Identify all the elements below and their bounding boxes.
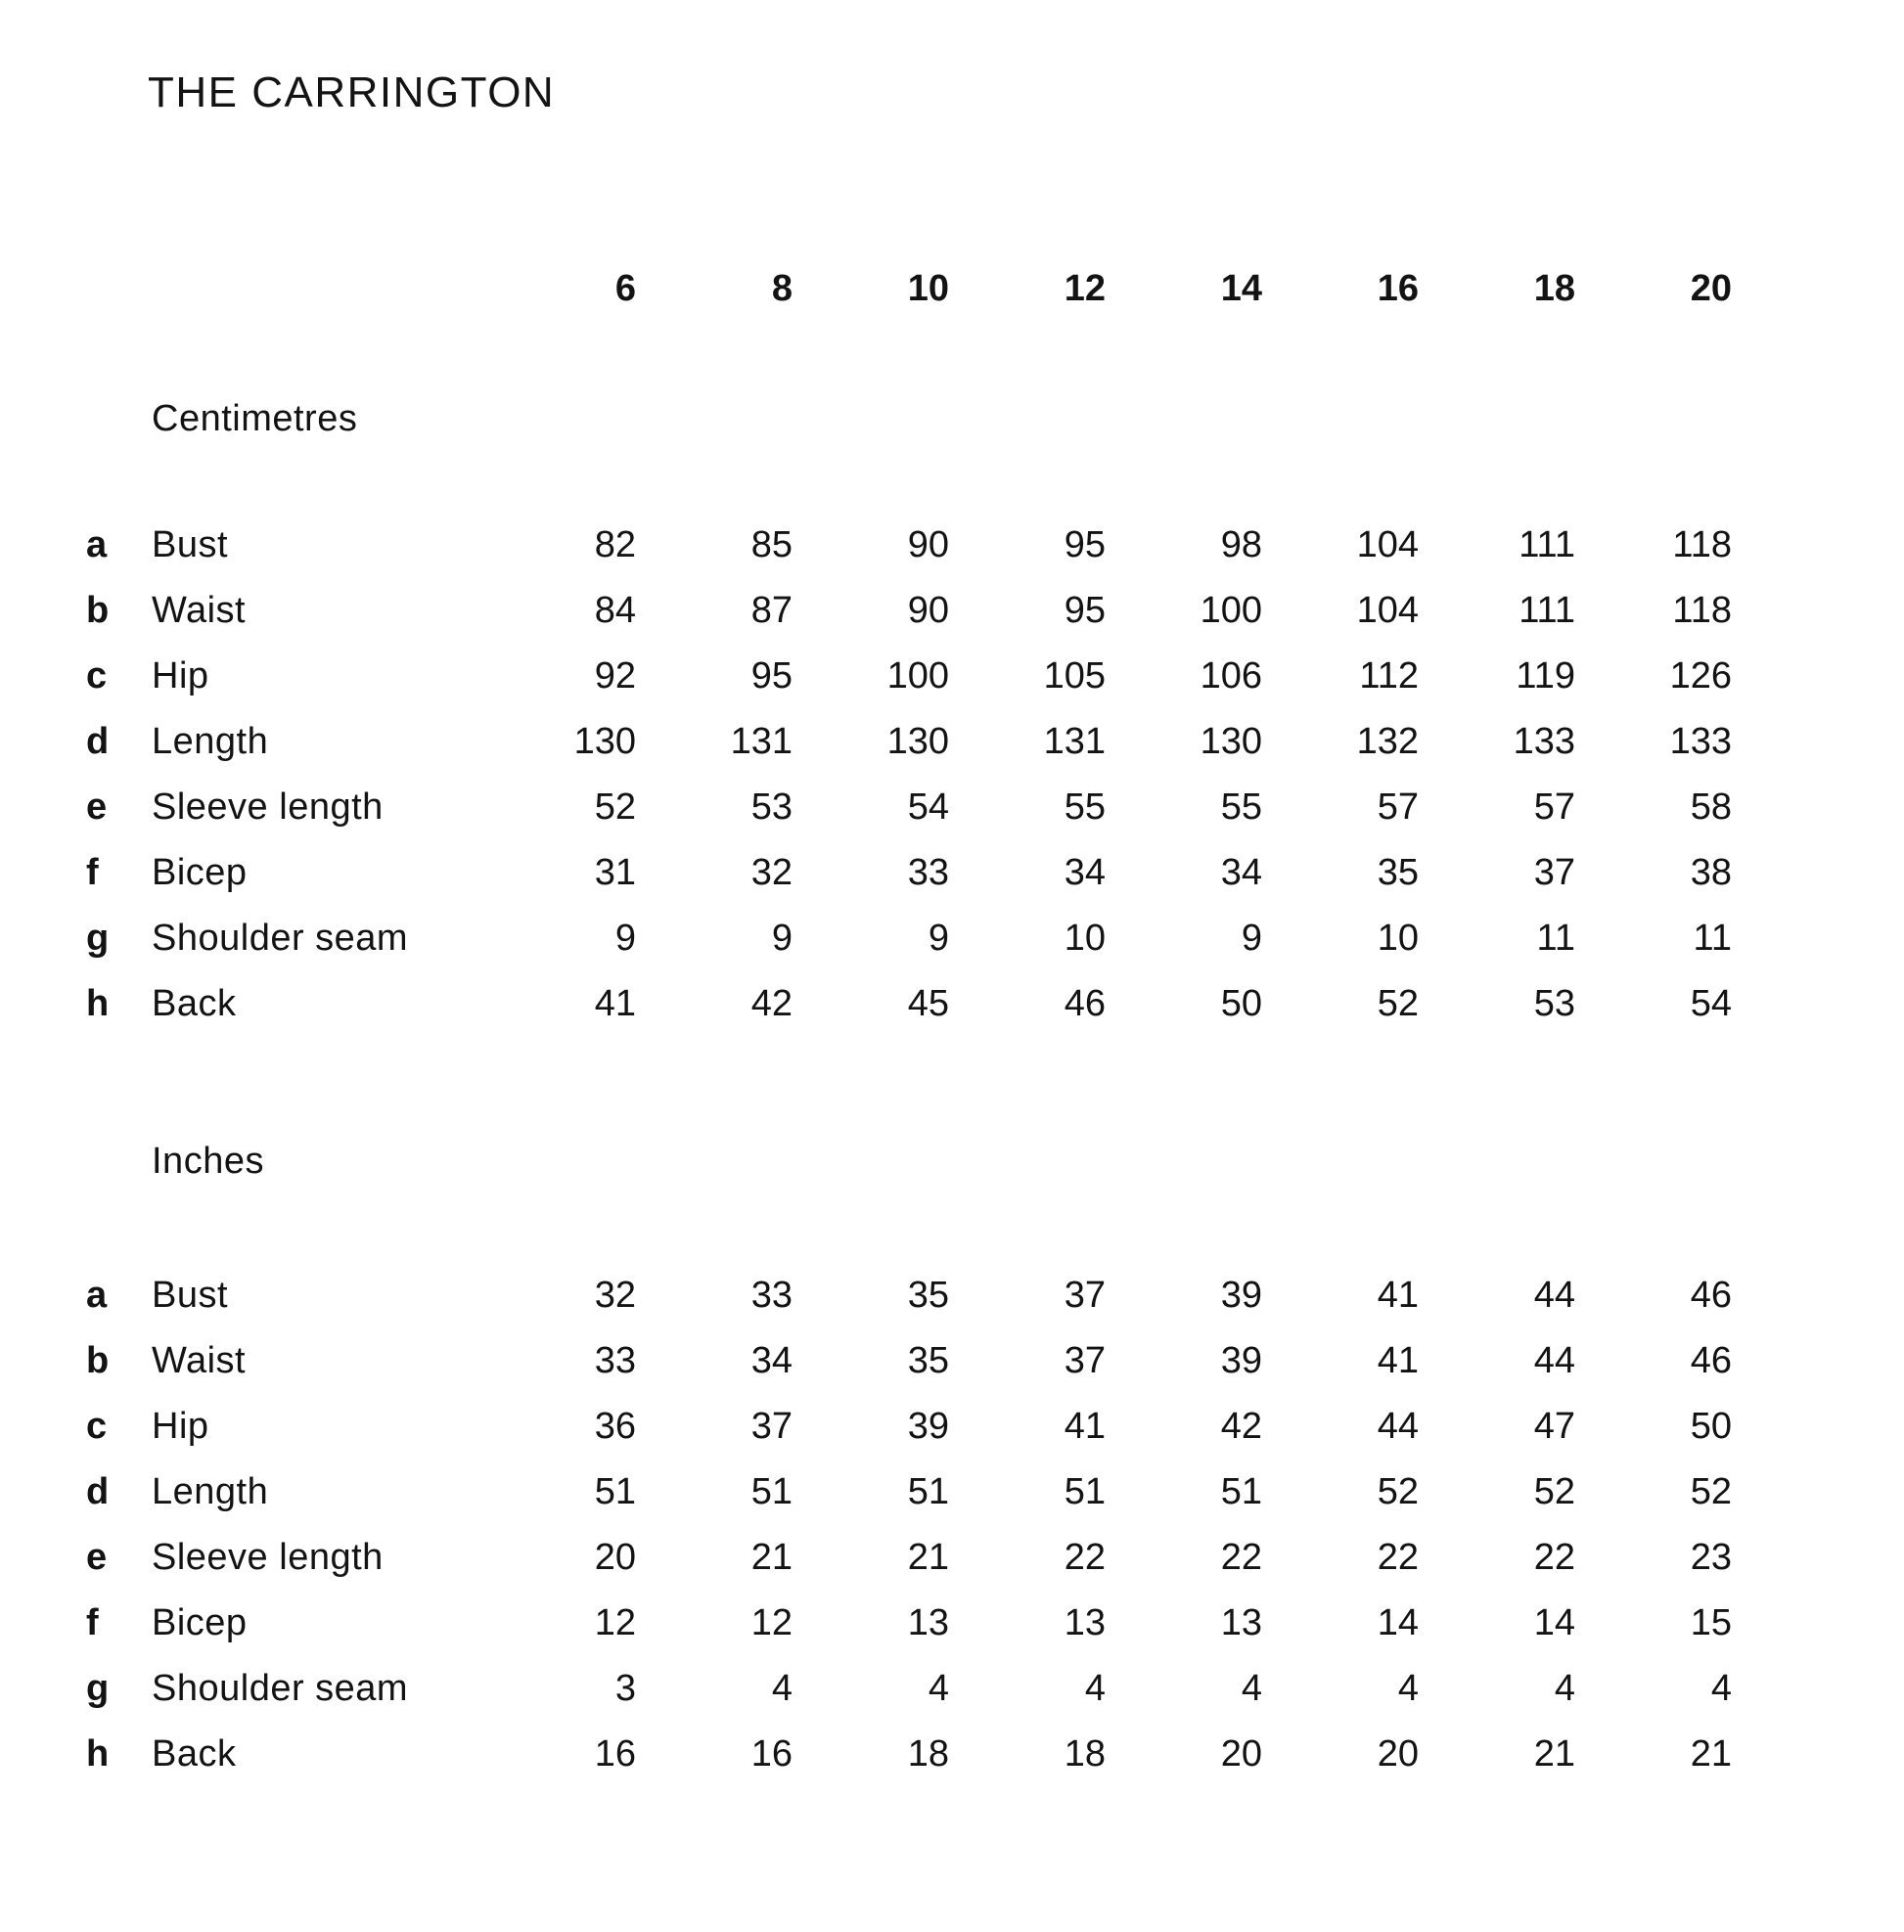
table-row — [0, 1328, 1904, 1394]
size-value: 20 — [1377, 1733, 1419, 1775]
size-value: 82 — [594, 524, 636, 565]
size-value: 34 — [750, 1340, 793, 1381]
size-value: 9 — [614, 918, 636, 959]
size-value: 53 — [750, 786, 793, 828]
row-key: d — [86, 721, 110, 762]
size-value: 18 — [907, 1733, 949, 1775]
row-key: a — [86, 1275, 108, 1316]
size-value: 131 — [1043, 721, 1106, 762]
size-value: 130 — [1200, 721, 1262, 762]
size-value: 22 — [1533, 1537, 1575, 1578]
size-value: 130 — [573, 721, 636, 762]
size-value: 52 — [1533, 1471, 1575, 1512]
size-value: 41 — [594, 983, 636, 1024]
size-value: 12 — [594, 1602, 636, 1643]
table-row — [0, 775, 1904, 840]
section-label: Centimetres — [152, 398, 358, 439]
size-value: 13 — [907, 1602, 949, 1643]
row-label: Shoulder seam — [152, 1668, 409, 1709]
table-row — [0, 1263, 1904, 1328]
size-value: 51 — [1064, 1471, 1106, 1512]
row-label: Back — [152, 983, 237, 1024]
row-key: h — [86, 1733, 110, 1775]
row-key: b — [86, 590, 110, 631]
size-value: 11 — [1536, 918, 1575, 959]
size-value: 42 — [750, 983, 793, 1024]
size-value: 90 — [907, 590, 949, 631]
size-value: 119 — [1516, 655, 1575, 696]
table-row — [0, 644, 1904, 709]
row-key: h — [86, 983, 110, 1024]
size-chart-page — [0, 70, 1904, 1932]
section-rows — [0, 513, 1904, 1037]
size-value: 32 — [594, 1275, 636, 1316]
row-key: f — [86, 1602, 99, 1643]
row-label: Hip — [152, 1406, 209, 1447]
size-value: 126 — [1669, 655, 1732, 696]
size-value: 45 — [907, 983, 949, 1024]
row-key: g — [86, 918, 110, 959]
size-value: 33 — [750, 1275, 793, 1316]
size-value: 14 — [1533, 1602, 1575, 1643]
size-value: 44 — [1377, 1406, 1419, 1447]
size-value: 21 — [907, 1537, 949, 1578]
size-value: 18 — [1064, 1733, 1106, 1775]
size-value: 15 — [1690, 1602, 1732, 1643]
size-column-header: 12 — [1064, 268, 1106, 309]
row-label: Waist — [152, 1340, 247, 1381]
row-key: a — [86, 524, 108, 565]
size-value: 111 — [1519, 524, 1575, 565]
size-column-header: 14 — [1220, 268, 1262, 309]
size-column-header: 8 — [771, 268, 793, 309]
size-value: 37 — [750, 1406, 793, 1447]
size-value: 50 — [1690, 1406, 1732, 1447]
section-label: Inches — [152, 1141, 264, 1182]
size-table-section — [0, 1129, 1904, 1787]
size-value: 4 — [771, 1668, 793, 1709]
size-value: 32 — [750, 852, 793, 893]
size-value: 16 — [594, 1733, 636, 1775]
size-value: 35 — [907, 1340, 949, 1381]
table-row — [0, 1394, 1904, 1460]
row-label: Bicep — [152, 852, 248, 893]
row-label: Sleeve length — [152, 1537, 384, 1578]
size-value: 4 — [1084, 1668, 1106, 1709]
size-value: 22 — [1220, 1537, 1262, 1578]
section-label-row — [0, 1129, 1904, 1194]
size-value: 38 — [1690, 852, 1732, 893]
size-value: 12 — [750, 1602, 793, 1643]
size-value: 131 — [730, 721, 793, 762]
table-row — [0, 1656, 1904, 1722]
size-header-row — [0, 256, 1904, 322]
table-row — [0, 1722, 1904, 1787]
size-value: 87 — [750, 590, 793, 631]
size-value: 4 — [1241, 1668, 1262, 1709]
size-value: 20 — [594, 1537, 636, 1578]
size-value: 22 — [1064, 1537, 1106, 1578]
size-value: 9 — [1241, 918, 1262, 959]
size-column-header: 18 — [1533, 268, 1575, 309]
size-value: 95 — [1064, 590, 1106, 631]
size-value: 3 — [614, 1668, 636, 1709]
size-value: 104 — [1356, 524, 1419, 565]
size-column-header: 16 — [1377, 268, 1419, 309]
page-title: THE CARRINGTON — [148, 68, 556, 116]
size-value: 55 — [1064, 786, 1106, 828]
size-value: 118 — [1672, 590, 1732, 631]
size-value: 23 — [1690, 1537, 1732, 1578]
size-value: 52 — [1377, 983, 1419, 1024]
row-label: Hip — [152, 655, 209, 696]
size-value: 39 — [1220, 1340, 1262, 1381]
size-value: 85 — [750, 524, 793, 565]
row-label: Back — [152, 1733, 237, 1775]
table-row — [0, 1460, 1904, 1525]
size-value: 37 — [1533, 852, 1575, 893]
size-column-header: 10 — [907, 268, 949, 309]
size-value: 106 — [1200, 655, 1262, 696]
size-value: 104 — [1356, 590, 1419, 631]
size-value: 21 — [1690, 1733, 1732, 1775]
size-value: 133 — [1669, 721, 1732, 762]
size-column-header: 6 — [614, 268, 636, 309]
size-value: 132 — [1356, 721, 1419, 762]
size-column-header: 20 — [1690, 268, 1732, 309]
size-value: 111 — [1519, 590, 1575, 631]
table-row — [0, 840, 1904, 906]
row-label: Sleeve length — [152, 786, 384, 828]
size-value: 84 — [594, 590, 636, 631]
size-value: 9 — [771, 918, 793, 959]
row-key: g — [86, 1668, 110, 1709]
size-value: 100 — [1200, 590, 1262, 631]
table-row — [0, 971, 1904, 1037]
size-value: 105 — [1043, 655, 1106, 696]
size-table-sections — [0, 386, 1904, 1787]
size-value: 9 — [928, 918, 949, 959]
size-value: 54 — [907, 786, 949, 828]
size-value: 57 — [1377, 786, 1419, 828]
size-value: 37 — [1064, 1275, 1106, 1316]
size-value: 90 — [907, 524, 949, 565]
size-value: 13 — [1064, 1602, 1106, 1643]
size-value: 50 — [1220, 983, 1262, 1024]
table-row — [0, 578, 1904, 644]
size-value: 92 — [594, 655, 636, 696]
size-value: 54 — [1690, 983, 1732, 1024]
size-value: 130 — [886, 721, 949, 762]
size-value: 51 — [907, 1471, 949, 1512]
size-value: 36 — [594, 1406, 636, 1447]
section-label-row — [0, 386, 1904, 452]
size-value: 47 — [1533, 1406, 1575, 1447]
row-label: Bust — [152, 1275, 229, 1316]
size-value: 58 — [1690, 786, 1732, 828]
row-key: f — [86, 852, 99, 893]
size-value: 14 — [1377, 1602, 1419, 1643]
size-value: 46 — [1690, 1340, 1732, 1381]
size-value: 57 — [1533, 786, 1575, 828]
size-value: 21 — [750, 1537, 793, 1578]
size-value: 41 — [1064, 1406, 1106, 1447]
size-value: 34 — [1220, 852, 1262, 893]
row-label: Bicep — [152, 1602, 248, 1643]
size-value: 51 — [594, 1471, 636, 1512]
size-value: 100 — [886, 655, 949, 696]
size-value: 42 — [1220, 1406, 1262, 1447]
size-value: 53 — [1533, 983, 1575, 1024]
size-value: 4 — [1710, 1668, 1732, 1709]
row-label: Length — [152, 1471, 269, 1512]
size-value: 95 — [1064, 524, 1106, 565]
size-value: 4 — [1554, 1668, 1575, 1709]
size-value: 112 — [1359, 655, 1419, 696]
size-value: 95 — [750, 655, 793, 696]
table-row — [0, 513, 1904, 578]
size-value: 51 — [1220, 1471, 1262, 1512]
row-label: Length — [152, 721, 269, 762]
size-value: 52 — [594, 786, 636, 828]
size-value: 55 — [1220, 786, 1262, 828]
size-value: 35 — [1377, 852, 1419, 893]
size-value: 33 — [907, 852, 949, 893]
size-value: 44 — [1533, 1275, 1575, 1316]
size-value: 46 — [1690, 1275, 1732, 1316]
row-key: d — [86, 1471, 110, 1512]
size-value: 118 — [1672, 524, 1732, 565]
size-value: 39 — [907, 1406, 949, 1447]
row-key: b — [86, 1340, 110, 1381]
size-value: 52 — [1377, 1471, 1419, 1512]
size-value: 10 — [1064, 918, 1106, 959]
size-value: 34 — [1064, 852, 1106, 893]
table-row — [0, 906, 1904, 971]
size-value: 21 — [1533, 1733, 1575, 1775]
table-row — [0, 1525, 1904, 1591]
size-value: 13 — [1220, 1602, 1262, 1643]
size-value: 4 — [928, 1668, 949, 1709]
size-value: 37 — [1064, 1340, 1106, 1381]
size-value: 35 — [907, 1275, 949, 1316]
row-key: c — [86, 1406, 108, 1447]
size-value: 41 — [1377, 1340, 1419, 1381]
size-table-section — [0, 386, 1904, 1037]
size-value: 133 — [1513, 721, 1575, 762]
row-key: e — [86, 1537, 108, 1578]
row-key: e — [86, 786, 108, 828]
size-value: 4 — [1397, 1668, 1419, 1709]
size-value: 11 — [1693, 918, 1732, 959]
table-row — [0, 709, 1904, 775]
size-value: 98 — [1220, 524, 1262, 565]
size-value: 46 — [1064, 983, 1106, 1024]
row-label: Bust — [152, 524, 229, 565]
size-value: 16 — [750, 1733, 793, 1775]
section-rows — [0, 1263, 1904, 1787]
size-value: 31 — [594, 852, 636, 893]
size-value: 33 — [594, 1340, 636, 1381]
size-value: 10 — [1377, 918, 1419, 959]
size-value: 39 — [1220, 1275, 1262, 1316]
row-label: Waist — [152, 590, 247, 631]
size-value: 41 — [1377, 1275, 1419, 1316]
size-value: 51 — [750, 1471, 793, 1512]
size-value: 20 — [1220, 1733, 1262, 1775]
row-key: c — [86, 655, 108, 696]
row-label: Shoulder seam — [152, 918, 409, 959]
table-row — [0, 1591, 1904, 1656]
size-value: 22 — [1377, 1537, 1419, 1578]
size-value: 44 — [1533, 1340, 1575, 1381]
size-value: 52 — [1690, 1471, 1732, 1512]
